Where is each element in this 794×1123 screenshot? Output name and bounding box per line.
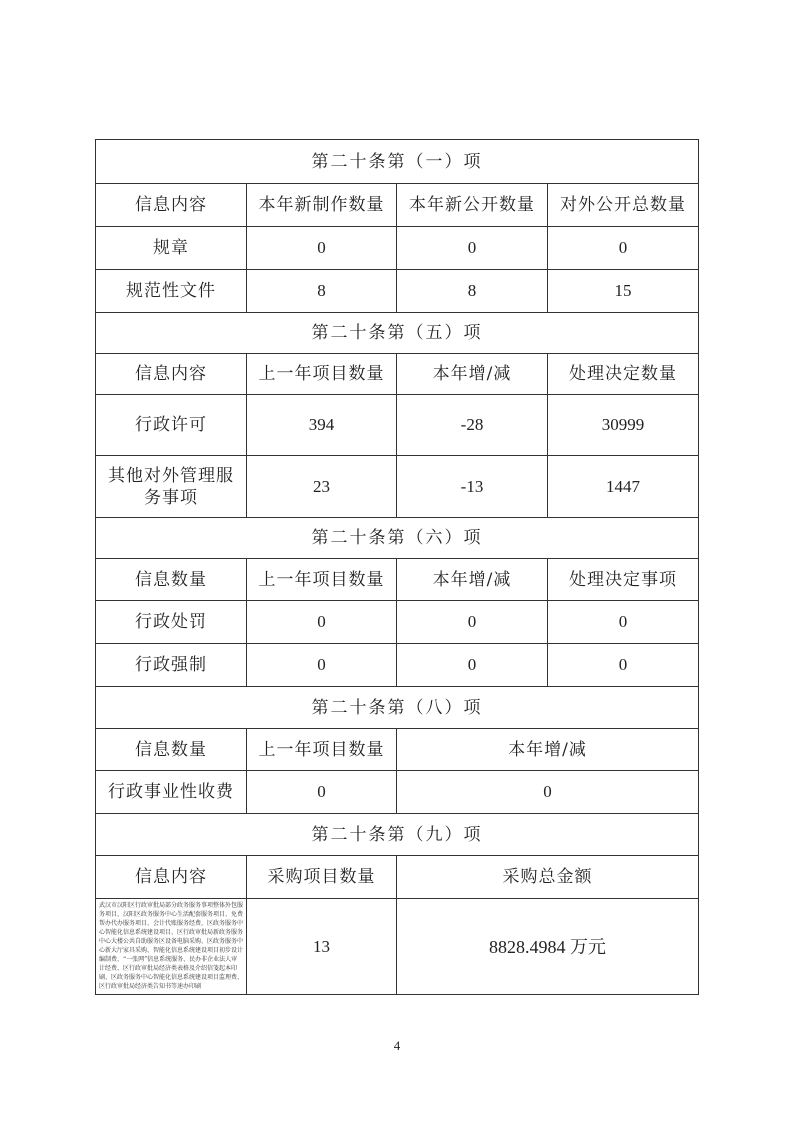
table-cell: 30999 (548, 395, 699, 456)
header-cell: 本年增/减 (397, 559, 548, 601)
section-title-row (96, 313, 699, 354)
table-row (96, 899, 699, 995)
section-title: 第二十条第（六）项 (96, 518, 699, 559)
table-cell: 0 (548, 644, 699, 687)
row-label: 其他对外管理服务事项 (96, 456, 247, 518)
section-title-row (96, 814, 699, 856)
header-cell: 上一年项目数量 (247, 559, 397, 601)
header-cell: 采购项目数量 (247, 856, 397, 899)
row-label: 行政处罚 (96, 601, 247, 644)
header-cell: 信息内容 (96, 354, 247, 395)
header-row (96, 856, 699, 899)
table-cell: 0 (397, 227, 548, 270)
section-title: 第二十条第（九）项 (96, 814, 699, 856)
section-title: 第二十条第（八）项 (96, 687, 699, 729)
table-cell: 8 (247, 270, 397, 313)
table-cell: 0 (247, 601, 397, 644)
table-cell: -28 (397, 395, 548, 456)
header-cell: 信息内容 (96, 184, 247, 227)
table-cell: 8 (397, 270, 548, 313)
table-cell: 0 (548, 227, 699, 270)
header-cell: 本年增/减 (397, 729, 699, 771)
table-row (96, 270, 699, 313)
table-row (96, 771, 699, 814)
header-row (96, 559, 699, 601)
table-cell: 0 (397, 644, 548, 687)
table-cell: 23 (247, 456, 397, 518)
table-cell: 394 (247, 395, 397, 456)
header-cell: 信息内容 (96, 856, 247, 899)
header-cell: 采购总金额 (397, 856, 699, 899)
table-row (96, 456, 699, 518)
table-row (96, 227, 699, 270)
table-cell: 1447 (548, 456, 699, 518)
row-label: 行政强制 (96, 644, 247, 687)
disclosure-table (95, 139, 699, 995)
table-row (96, 601, 699, 644)
table-cell: 0 (247, 644, 397, 687)
header-cell: 本年增/减 (397, 354, 548, 395)
header-cell: 处理决定数量 (548, 354, 699, 395)
header-cell: 上一年项目数量 (247, 729, 397, 771)
header-cell: 信息数量 (96, 729, 247, 771)
table-cell: 0 (397, 771, 699, 814)
header-cell: 本年新公开数量 (397, 184, 548, 227)
section-title: 第二十条第（一）项 (96, 140, 699, 184)
section-title-row (96, 687, 699, 729)
header-cell: 处理决定事项 (548, 559, 699, 601)
procurement-amount: 8828.4984 万元 (397, 899, 699, 995)
row-label: 行政许可 (96, 395, 247, 456)
table-cell: -13 (397, 456, 548, 518)
header-row (96, 729, 699, 771)
table-cell: 15 (548, 270, 699, 313)
procurement-content: 武汉市汉阳区行政审批局部分政务服务事项整体外包服务项目、汉阳区政务服务中心生活配套服务项目、免费帮办代办服务项目、会计代账服务经费、区政务服务中心智能化信息系统建设项目、区行政审批局新政务服务中心大楼公共自助服务区设备电脑采购、区政务服务中心新大厅家具采购、智能化信息系统建设项目初步设计编制费、“一张网”信息系统服务、民办非企业法人审计经费、区行政审批局经济类表格及介绍信笺起本印刷、区政务服务中心智能化信息系统建设项目监理费、区行政审批局经济类告知书等速办印刷 (96, 899, 247, 995)
header-row (96, 354, 699, 395)
row-label: 行政事业性收费 (96, 771, 247, 814)
header-cell: 本年新制作数量 (247, 184, 397, 227)
table-cell: 0 (247, 227, 397, 270)
row-label: 规章 (96, 227, 247, 270)
table-row (96, 644, 699, 687)
header-cell: 对外公开总数量 (548, 184, 699, 227)
section-title-row (96, 518, 699, 559)
table-row (96, 395, 699, 456)
section-title: 第二十条第（五）项 (96, 313, 699, 354)
row-label: 规范性文件 (96, 270, 247, 313)
header-cell: 上一年项目数量 (247, 354, 397, 395)
table-cell: 0 (397, 601, 548, 644)
header-row (96, 184, 699, 227)
procurement-count: 13 (247, 899, 397, 995)
header-cell: 信息数量 (96, 559, 247, 601)
section-title-row (96, 140, 699, 184)
table-cell: 0 (247, 771, 397, 814)
page-number: 4 (393, 1038, 401, 1053)
table-cell: 0 (548, 601, 699, 644)
